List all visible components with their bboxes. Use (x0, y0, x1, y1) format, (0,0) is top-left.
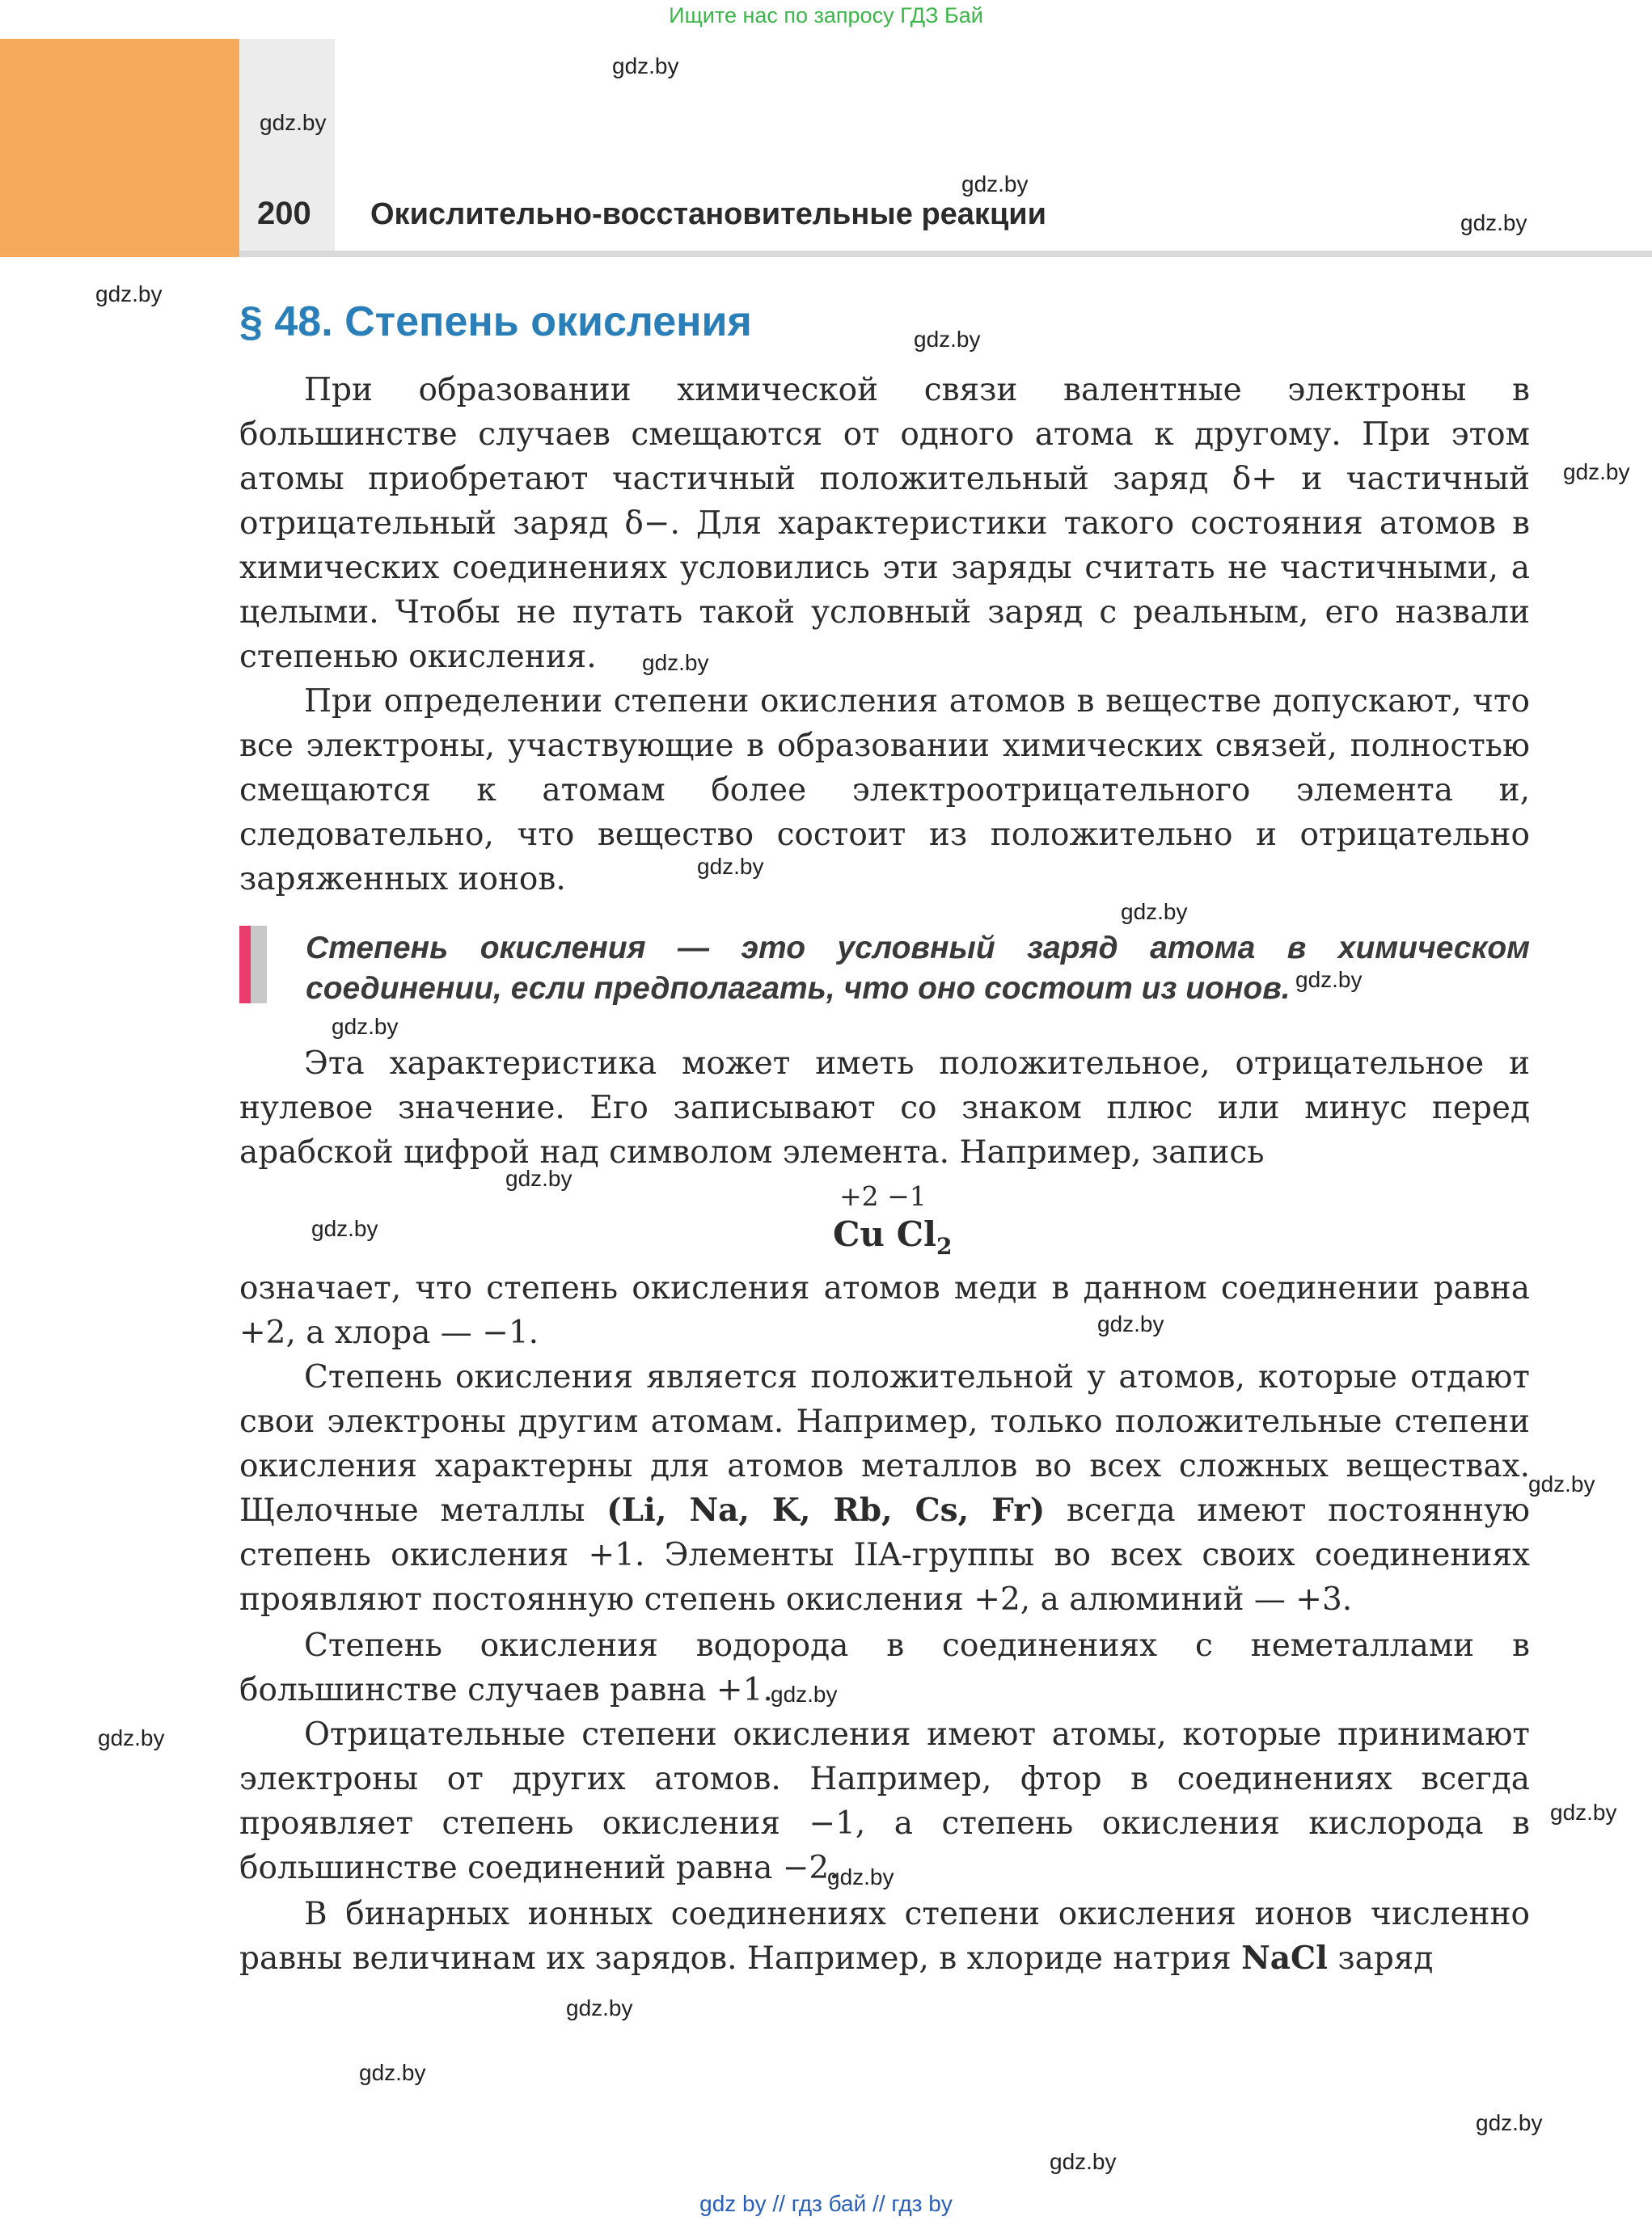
chapter-title: Окислительно-восстановительные реакции (370, 197, 1047, 231)
paragraph-7: Отрицательные степени окисления имеют атомы, которые принимают электроны от других атомов. Например, фтор в соединениях всегда проявляет степень окисления −1, а степень окисления кислорода в большинстве соединений равна −2. (239, 1716, 1530, 1886)
paragraph-5-text: Степень окисления является положительной у атомов, которые отдают свои электроны другим атомам. Например, только положительные степени окисления характерны для атомов металлов во всех сложных веществах. Щелочные металлы (239, 1359, 1530, 1529)
watermark: gdz.by (566, 1995, 633, 2020)
definition-marker-shadow (251, 926, 267, 1003)
paragraph-3: Эта характеристика может иметь положительное, отрицательное и нулевое значение. Его записывают со знаком плюс или минус перед арабской цифрой над символом элемента. Например, запись (239, 1045, 1530, 1171)
section-title: § 48. Степень окисления (239, 298, 752, 345)
watermark: gdz.by (612, 53, 679, 78)
paragraph-8-end: заряд (1337, 1940, 1434, 1977)
paragraph-6: Степень окисления водорода в соединениях с неметаллами в большинстве случаев равна +1. (239, 1628, 1530, 1708)
watermark: gdz.by (914, 327, 981, 352)
watermark: gdz.by (961, 171, 1029, 196)
watermark: gdz.by (1476, 2110, 1543, 2135)
paragraph-1: При образовании химической связи валентные электроны в большинстве случаев смещаются от одного атома к другому. При этом атомы приобретают частичный положительный заряд δ+ и частичный отрицательный заряд δ−. Для характеристики такого состояния атомов в химических соединениях условились эти заряды считать не частичными, а целыми. Чтобы не путать такой условный заряд с реальным, его назвали степенью окисления. (239, 372, 1530, 675)
watermark: gdz.by (98, 1725, 165, 1750)
formula-main (833, 1214, 952, 1260)
watermark: gdz.by (1460, 210, 1527, 235)
formula-charges: +2 −1 (839, 1180, 927, 1212)
alkali-metals: (Li, Na, K, Rb, Cs, Fr) (606, 1492, 1046, 1529)
orange-header-block (0, 39, 239, 257)
top-banner[interactable]: Ищите нас по запросу ГДЗ Бай (669, 3, 983, 27)
nacl-formula: NaCl (1241, 1940, 1328, 1977)
paragraph-5-continued: всегда имеют постоянную степень окисления +1. Элементы IIA-группы во всех своих соединениях проявляют постоянную степень окисления +2, а алюминий — +3. (239, 1492, 1531, 1618)
watermark: gdz.by (260, 110, 327, 135)
definition-marker (239, 926, 251, 1003)
watermark: gdz.by (1528, 1471, 1595, 1497)
watermark: gdz.by (1097, 1311, 1164, 1336)
watermark: gdz.by (359, 2060, 426, 2085)
page-number: 200 (257, 196, 311, 231)
watermark: gdz.by (311, 1216, 378, 1241)
formula-symbols: Cu Cl (833, 1214, 936, 1254)
watermark: gdz.by (332, 1014, 399, 1039)
definition-text: Степень окисления — это условный заряд атома в химическом соединении, если предполагать, что оно состоит из ионов. (306, 931, 1530, 1006)
watermark: gdz.by (771, 1682, 838, 1707)
formula-subscript: 2 (936, 1233, 953, 1260)
watermark: gdz.by (1550, 1800, 1617, 1825)
watermark: gdz.by (697, 854, 764, 879)
paragraph-4: означает, что степень окисления атомов меди в данном соединении равна +2, а хлора — −1. (239, 1270, 1530, 1351)
header-divider (239, 251, 1652, 257)
paragraph-8-text: В бинарных ионных соединениях степени окисления ионов численно равны величинам их зарядов. Например, в хлориде натрия (239, 1896, 1530, 1977)
paragraph-8 (239, 1892, 1530, 1981)
watermark: gdz.by (505, 1166, 572, 1191)
watermark: gdz.by (95, 281, 163, 306)
paragraph-2: При определении степени окисления атомов в веществе допускают, что все электроны, участвующие в образовании химических связей, полностью смещаются к атомам более электроотрицательного элемента и, следовательно, что вещество состоит из положительно и отрицательно заряженных ионов. (239, 683, 1530, 897)
watermark: gdz.by (827, 1864, 894, 1889)
bottom-links[interactable]: gdz by // гдз бай // гдз by (699, 2191, 953, 2216)
watermark: gdz.by (1563, 459, 1630, 484)
watermark: gdz.by (642, 650, 709, 675)
watermark: gdz.by (1050, 2149, 1117, 2174)
formula-cucl2 (833, 1180, 970, 1261)
watermark: gdz.by (1295, 967, 1363, 992)
watermark: gdz.by (1121, 899, 1188, 924)
paragraph-5 (239, 1355, 1530, 1622)
